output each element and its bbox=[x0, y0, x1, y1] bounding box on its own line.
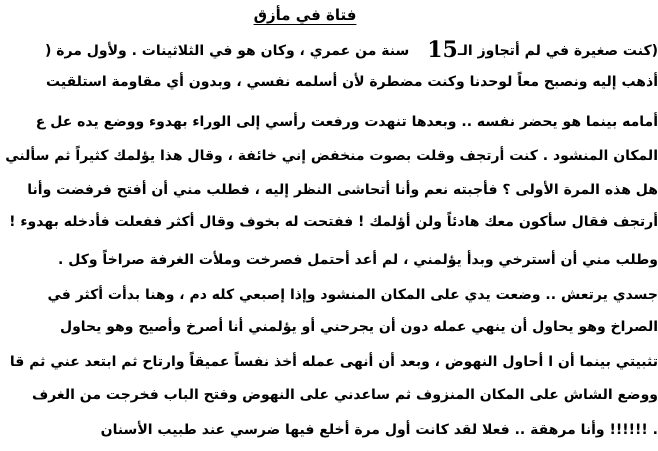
text-line-10: تثبيتي بينما أن ا أحاول النهوض ، وبعد أن أنهى عمله أخذ نفساً عميقاً وارتاح ثم ابتعد عني ثم قا bbox=[9, 354, 658, 370]
document-title: فتاة في مأزق bbox=[253, 6, 357, 24]
text-line-9: الصراخ وهو يحاول أن ينهي عمله دون أن يجرحني أو يؤلمني أنا أصرخ وأصيح وهو يحاول bbox=[59, 319, 658, 335]
text-line-5: هل هذه المرة الأولى ؟ فأجبته نعم وأنا أتحاشى النظر إليه ، فطلب مني أن أفتح فرفضت وأنا bbox=[27, 182, 658, 198]
text-line-7: وطلب مني أن أسترخي وبدأ يؤلمني ، لم أعد أحتمل فصرخت وملأت الغرفة صراخاً وكل . bbox=[58, 252, 658, 268]
text-line-3: أمامه بينما هو يحضر نفسه .. وبعدها تنهدت ورفعت رأسي إلى الوراء بهدوء ووضع يده عل ع bbox=[35, 114, 658, 130]
text-line-2: أذهب إليه ونصبح معاً لوحدنا وكنت مضطرة لأن أسلمه نفسي ، وبدون أي مقاومة استلقيت bbox=[46, 74, 658, 90]
text-line-1-end: سنة من عمري ، وكان هو في الثلاثينات . ولأول مرة ( bbox=[44, 43, 410, 59]
text-line-1-start: (كنت صغيرة في لم أتجاوز الـ bbox=[457, 43, 658, 59]
text-line-12: . !!!!!! وأنا مرهقة .. فعلا لقد كانت أول مرة أخلع فيها ضرسي عند طبيب الأسنان bbox=[100, 422, 658, 438]
text-line-1 bbox=[0, 37, 658, 63]
age-number: 15 bbox=[427, 37, 458, 63]
text-line-4: المكان المنشود . كنت أرتجف وقلت بصوت منخفض إني خائفة ، وقال هذا يؤلمك كثيراً ثم سألني bbox=[5, 148, 658, 164]
text-line-8: جسدي يرتعش .. وضعت يدي على المكان المنشود وإذا إصبعي كله دم ، وهنا بدأت أكثر في bbox=[47, 287, 658, 303]
text-line-11: ووضع الشاش على المكان المنزوف ثم ساعدني على النهوض وفتح الباب فخرجت من الغرف bbox=[31, 387, 658, 403]
text-line-6: أرتجف فقال سأكون معك هادئاً ولن أؤلمك ! ففتحت له بخوف وقال أكثر ففعلت فأدخله بهدوء ! bbox=[9, 214, 658, 230]
